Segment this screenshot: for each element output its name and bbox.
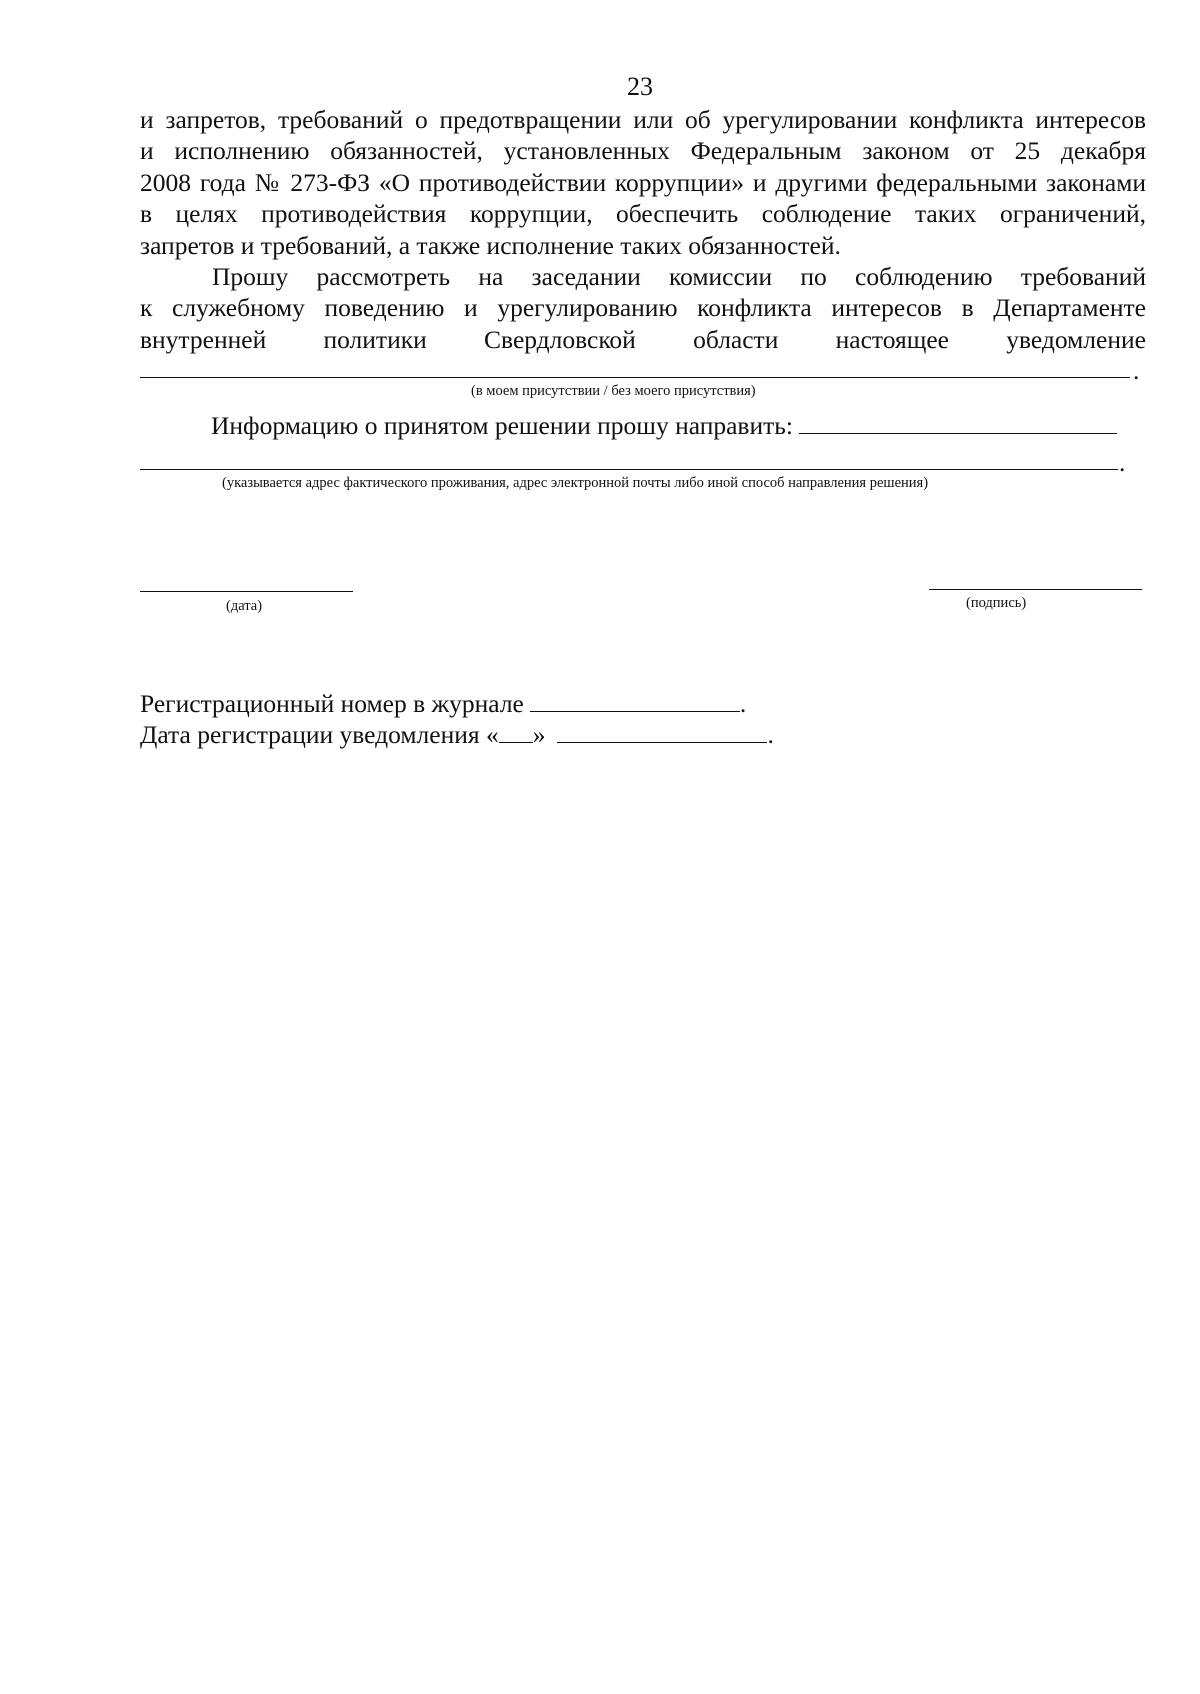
paragraph-line: и исполнению обязанностей, установленных Федеральным законом от 25 декабря (140, 136, 1146, 166)
registration-date-quote-close: » (532, 720, 546, 749)
paragraph-line: Прошу рассмотреть на заседании комиссии по соблюдению требований (212, 262, 1146, 291)
paragraph-request (140, 261, 1146, 355)
presence-input-line[interactable] (140, 377, 1130, 378)
registration-day-input-line[interactable] (499, 742, 533, 743)
word: внутренней (140, 324, 267, 354)
decision-label: Информацию о принятом решении прошу направить: (211, 411, 793, 440)
paragraph-last-line (140, 324, 1146, 355)
presence-end-mark: . (1133, 356, 1140, 385)
paragraph-line: запретов и требований, а также исполнение таких обязанностей. (140, 230, 841, 260)
decision-input-line-2[interactable] (140, 469, 1118, 470)
signature-caption: (подпись) (966, 595, 1027, 611)
word: Свердловской (484, 324, 636, 354)
word: политики (323, 324, 427, 354)
registration-date-label: Дата регистрации уведомления « (140, 720, 499, 749)
decision-caption: (указывается адрес фактического проживания, адрес электронной почты либо иной способ направления решения) (222, 475, 929, 491)
decision-label-row (211, 410, 1117, 441)
word: настоящее (835, 324, 949, 354)
decision-end-mark: . (1119, 448, 1126, 477)
registration-date-input-line[interactable] (557, 742, 767, 743)
date-input-line[interactable] (140, 591, 353, 592)
word: уведомление (1006, 324, 1146, 354)
registration-number-end: . (739, 689, 747, 718)
registration-number-input-line[interactable] (530, 711, 740, 712)
presence-caption: (в моем присутствии / без моего присутствия) (471, 383, 756, 399)
registration-date-end: . (767, 720, 774, 749)
registration-number-label: Регистрационный номер в журнале (140, 689, 524, 718)
date-caption: (дата) (226, 598, 263, 614)
registration-date-row (140, 719, 774, 750)
registration-number-row (140, 688, 746, 719)
paragraph-line: в целях противодействия коррупции, обеспечить соблюдение таких ограничений, (140, 199, 1146, 229)
paragraph-line: 2008 года № 273-ФЗ «О противодействии коррупции» и другими федеральными законами (140, 167, 1146, 197)
decision-input-line[interactable] (799, 433, 1117, 434)
word: области (693, 324, 779, 354)
paragraph-line: к служебному поведению и урегулированию конфликта интересов в Департаменте (140, 293, 1146, 323)
signature-input-line[interactable] (929, 589, 1142, 590)
paragraph-obligations (140, 104, 1146, 261)
paragraph-line: и запретов, требований о предотвращении или об урегулировании конфликта интересов (140, 105, 1146, 134)
page-number: 23 (627, 72, 653, 101)
